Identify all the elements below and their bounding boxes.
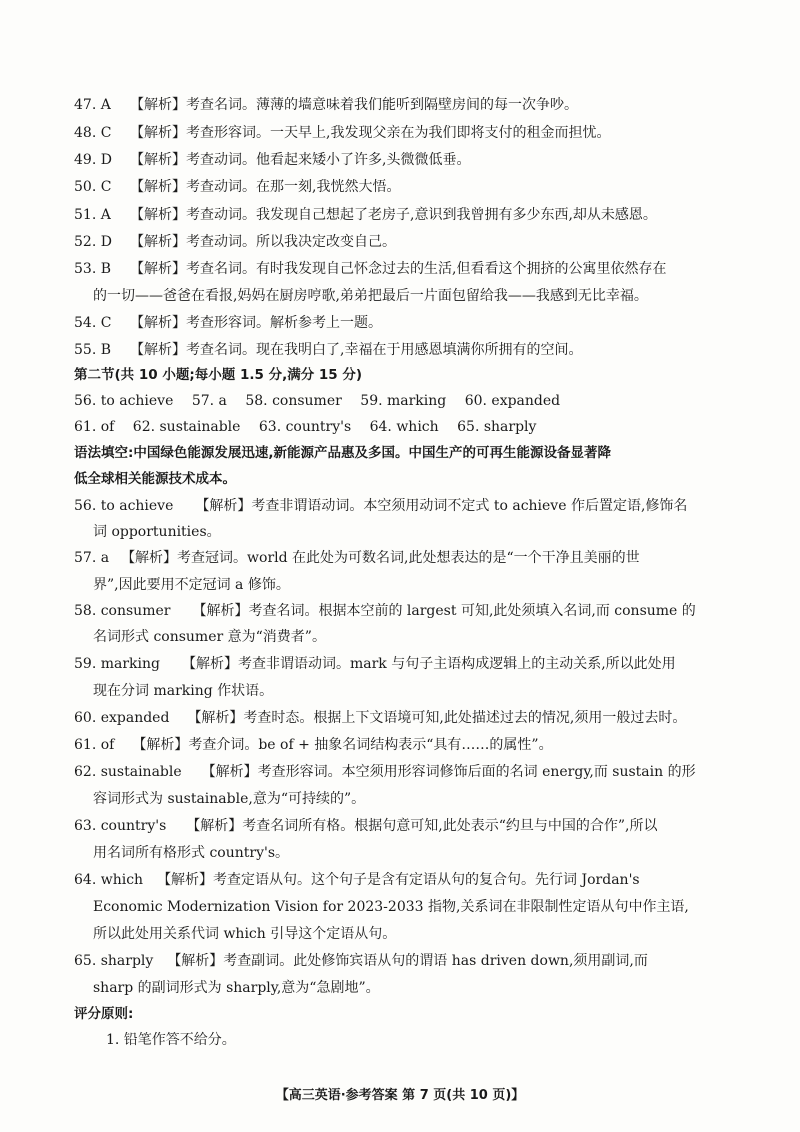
answer-line-51: 51. A 【解析】考查动词。我发现自己想起了老房子,意识到我曾拥有多少东西,却从未感恩。: [74, 207, 657, 223]
answer-58: 58. consumer: [245, 393, 342, 409]
answer-text: 【解析】考查动词。他看起来矮小了许多,头微微低垂。: [130, 152, 471, 168]
explanation-61: 61. of 【解析】考查介词。be of + 抽象名词结构表示“具有……的属性”。: [74, 737, 553, 753]
answer-line-55: 55. B 【解析】考查名词。现在我明白了,幸福在于用感恩填满你所拥有的空间。: [74, 342, 583, 358]
answer-text: 【解析】考查动词。在那一刻,我恍然大悟。: [130, 179, 401, 195]
answer-63: 63. country's: [258, 419, 352, 435]
explanation-59-cont: 现在分词 marking 作状语。: [93, 683, 274, 699]
explanation-59: 59. marking 【解析】考查非谓语动词。mark 与句子主语构成逻辑上的主动关系,所以此处用: [74, 656, 676, 672]
answers-row-2: [74, 418, 734, 436]
answer-59: 59. marking: [360, 393, 447, 409]
answer-62: 62. sustainable: [132, 419, 241, 435]
answers-row-1: [74, 392, 734, 410]
answer-text: 【解析】考查名词。现在我明白了,幸福在于用感恩填满你所拥有的空间。: [130, 342, 583, 358]
explanation-56-cont: 词 opportunities。: [93, 524, 221, 540]
explanation-65: 65. sharply 【解析】考查副词。此处修饰宾语从句的谓语 has driven down,须用副词,而: [74, 953, 648, 969]
answer-line-48: 48. C 【解析】考查形容词。一天早上,我发现父亲在为我们即将支付的租金而担忧。: [74, 125, 611, 141]
explanation-56: 56. to achieve 【解析】考查非谓语动词。本空须用动词不定式 to achieve 作后置定语,修饰名: [74, 498, 688, 514]
answer-text: 【解析】考查动词。所以我决定改变自己。: [130, 234, 396, 250]
explanation-58: 58. consumer 【解析】考查名词。根据本空前的 largest 可知,此处须填入名词,而 consume 的: [74, 603, 696, 619]
answer-60: 60. expanded: [464, 393, 561, 409]
explanation-63-cont: 用名词所有格形式 country's。: [93, 845, 290, 861]
explanation-64-cont2: 所以此处用关系代词 which 引导这个定语从句。: [93, 926, 397, 942]
answer-line-53-cont: 的一切——爸爸在看报,妈妈在厨房哼歌,弟弟把最后一片面包留给我——我感到无比幸福。: [93, 288, 648, 304]
answer-64: 64. which: [369, 419, 439, 435]
explanation-57-cont: 界”,因此要用不定冠词 a 修饰。: [93, 577, 290, 593]
section2-heading: 第二节(共 10 小题;每小题 1.5 分,满分 15 分): [74, 367, 363, 383]
answer-57: 57. a: [191, 393, 227, 409]
explanation-64-cont: Economic Modernization Vision for 2023-2033 指物,关系词在非限制性定语从句中作主语,: [93, 899, 689, 915]
answer-text: 【解析】考查动词。我发现自己想起了老房子,意识到我曾拥有多少东西,却从未感恩。: [130, 207, 657, 223]
answer-61: 61. of: [74, 419, 115, 435]
explanation-62: 62. sustainable 【解析】考查形容词。本空须用形容词修饰后面的名词 energy,而 sustain 的形: [74, 764, 696, 780]
explanation-58-cont: 名词形式 consumer 意为“消费者”。: [93, 629, 326, 645]
answer-line-49: 49. D 【解析】考查动词。他看起来矮小了许多,头微微低垂。: [74, 152, 471, 168]
answer-text: 【解析】考查名词。薄薄的墙意味着我们能听到隔壁房间的每一次争吵。: [130, 97, 578, 113]
answer-line-54: 54. C 【解析】考查形容词。解析参考上一题。: [74, 315, 382, 331]
explanation-63: 63. country's 【解析】考查名词所有格。根据句意可知,此处表示“约旦与中国的合作”,所以: [74, 818, 658, 834]
answer-line-52: 52. D 【解析】考查动词。所以我决定改变自己。: [74, 234, 396, 250]
answer-line-50: 50. C 【解析】考查动词。在那一刻,我恍然大悟。: [74, 179, 401, 195]
answer-65: 65. sharply: [457, 419, 537, 435]
explanation-65-cont: sharp 的副词形式为 sharply,意为“急剧地”。: [93, 980, 380, 996]
answer-text: 【解析】考查形容词。解析参考上一题。: [130, 315, 382, 331]
scoring-item-1: 1. 铅笔作答不给分。: [106, 1032, 236, 1048]
answer-line-47: 47. A 【解析】考查名词。薄薄的墙意味着我们能听到隔壁房间的每一次争吵。: [74, 97, 578, 113]
answer-text: 【解析】考查形容词。一天早上,我发现父亲在为我们即将支付的租金而担忧。: [130, 125, 611, 141]
answer-56: 56. to achieve: [74, 393, 174, 409]
topic-line-2: 低全球相关能源技术成本。: [74, 471, 236, 487]
explanation-64: 64. which 【解析】考查定语从句。这个句子是含有定语从句的复合句。先行词 Jordan's: [74, 872, 640, 888]
explanation-60: 60. expanded 【解析】考查时态。根据上下文语境可知,此处描述过去的情况,须用一般过去时。: [74, 710, 687, 726]
scoring-heading: 评分原则:: [74, 1006, 134, 1022]
answer-line-53: 53. B 【解析】考查名词。有时我发现自己怀念过去的生活,但看看这个拥挤的公寓里依然存在: [74, 261, 667, 277]
page-footer: 【高三英语·参考答案 第 7 页(共 10 页)】: [275, 1088, 525, 1103]
answer-text: 【解析】考查名词。有时我发现自己怀念过去的生活,但看看这个拥挤的公寓里依然存在: [130, 261, 667, 277]
explanation-57: 57. a 【解析】考查冠词。world 在此处为可数名词,此处想表达的是“一个干净且美丽的世: [74, 550, 640, 566]
explanation-62-cont: 容词形式为 sustainable,意为“可持续的”。: [93, 791, 366, 807]
topic-line-1: 语法填空:中国绿色能源发展迅速,新能源产品惠及多国。中国生产的可再生能源设备显著降: [74, 445, 612, 461]
